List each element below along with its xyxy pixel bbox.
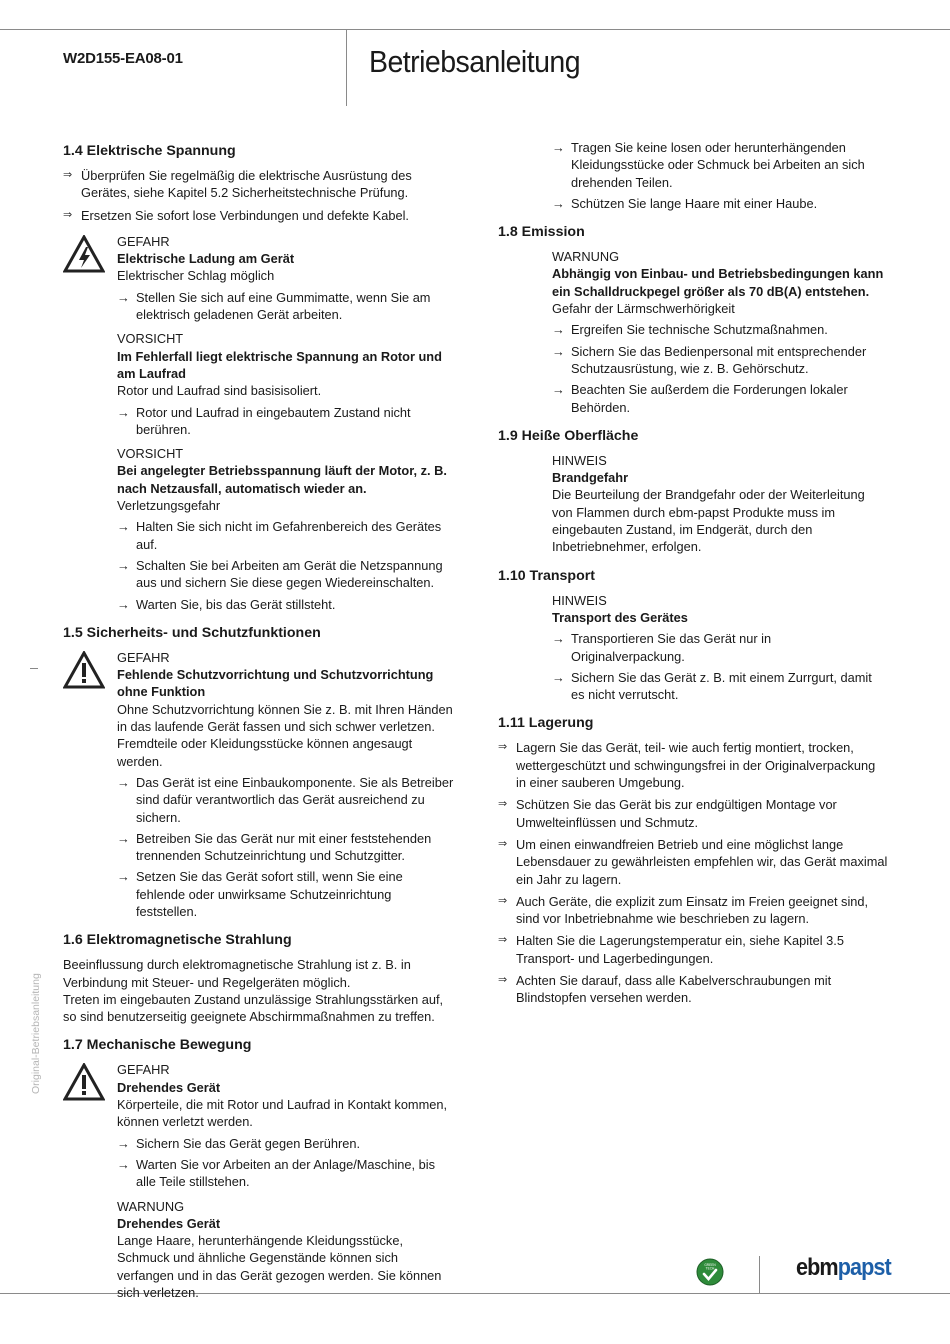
list-item: ⇒ Um einen einwandfreien Betrieb und eine möglichst lange Lebensdauer zu gewährleisten empfehlen wir, das Gerät maximal ein Jahr zu lagern. <box>498 836 888 888</box>
section-heading: 1.7 Mechanische Bewegung <box>63 1037 252 1054</box>
document-id: W2D155-EA08-01 <box>63 50 183 67</box>
notice-title: Im Fehlerfall liegt elektrische Spannung an Rotor und am Laufrad <box>117 348 442 381</box>
section-1-8 <box>498 222 888 416</box>
list-item: ⇒ Achten Sie darauf, dass alle Kabelverschraubungen mit Blindstopfen versehen werden. <box>498 972 888 1007</box>
safety-notice <box>498 592 888 704</box>
list-item: ⇒ Schützen Sie das Gerät bis zur endgültigen Montage vor Umwelteinflüssen und Schmutz. <box>498 796 888 831</box>
notice-type: VORSICHT <box>117 331 184 347</box>
notice-step: → Warten Sie, bis das Gerät stillsteht. <box>117 596 455 613</box>
notice-desc: Ohne Schutzvorrichtung können Sie z. B. mit Ihren Händen in das laufende Gerät fassen und sich schwer verletzen. Fremdteile oder Kleidungsstücke können angesaugt werden. <box>117 701 453 769</box>
continued-steps <box>498 139 888 212</box>
svg-text:TECH: TECH <box>705 1266 715 1271</box>
notice-title: Transport des Gerätes <box>552 609 688 625</box>
greentech-badge-icon <box>696 1258 724 1286</box>
warning-triangle-icon <box>63 651 105 689</box>
side-label: Original-Betriebsanleitung <box>30 973 42 1094</box>
safety-notice <box>63 330 455 438</box>
notice-step: → Warten Sie vor Arbeiten an der Anlage/Maschine, bis alle Teile stillstehen. <box>117 1156 455 1191</box>
notice-step: → Beachten Sie außerdem die Forderungen lokaler Behörden. <box>552 381 888 416</box>
notice-title: Bei angelegter Betriebsspannung läuft der Motor, z. B. nach Netzausfall, automatisch wieder an. <box>117 463 447 496</box>
notice-title: Elektrische Ladung am Gerät <box>117 251 295 267</box>
notice-step: → Sichern Sie das Bedienpersonal mit entsprechender Schutzausrüstung, wie z. B. Gehörschutz. <box>552 343 888 378</box>
notice-title: Drehendes Gerät <box>117 1215 221 1231</box>
notice-step: → Sichern Sie das Gerät z. B. mit einem Zurrgurt, damit es nicht verrutscht. <box>552 669 888 704</box>
safety-notice <box>63 1198 455 1302</box>
left-column <box>63 141 455 1311</box>
list-item: ⇒ Ersetzen Sie sofort lose Verbindungen und defekte Kabel. <box>63 207 455 224</box>
safety-notice <box>498 248 888 416</box>
paragraph: Beeinflussung durch elektromagnetische Strahlung ist z. B. in Verbindung mit Steuer- und Regelgeräten möglich. <box>63 957 411 990</box>
notice-type: HINWEIS <box>552 592 607 608</box>
notice-step: → Setzen Sie das Gerät sofort still, wenn Sie eine fehlende oder unwirksame Schutzeinrichtung feststellen. <box>117 868 455 920</box>
section-1-4 <box>63 141 455 613</box>
notice-step: → Halten Sie sich nicht im Gefahrenbereich des Gerätes auf. <box>117 518 455 553</box>
section-heading: 1.6 Elektromagnetische Strahlung <box>63 932 292 949</box>
notice-step: → Transportieren Sie das Gerät nur in Originalverpackung. <box>552 630 888 665</box>
notice-title: Abhängig von Einbau- und Betriebsbedingungen kann ein Schalldruckpegel größer als 70 dB(A) entstehen. <box>552 266 884 299</box>
brand-logo-part1: ebm <box>796 1254 838 1281</box>
notice-step: → Betreiben Sie das Gerät nur mit einer feststehenden trennenden Schutzeinrichtung und Schutzgitter. <box>117 830 455 865</box>
section-1-10 <box>498 566 888 704</box>
header-divider <box>346 29 347 106</box>
section-1-9 <box>498 426 888 556</box>
notice-step: → Schützen Sie lange Haare mit einer Haube. <box>552 195 888 212</box>
safety-notice <box>63 233 455 323</box>
list-item: ⇒ Überprüfen Sie regelmäßig die elektrische Ausrüstung des Gerätes, siehe Kapitel 5.2 Sicherheitstechnische Prüfung. <box>63 167 455 202</box>
notice-desc: Die Beurteilung der Brandgefahr oder der Weiterleitung von Flammen durch ebm-papst Produkte muss im eingebauten Zustand, im Endgerät, durch den Inbetriebnehmer, erfolgen. <box>552 487 865 555</box>
notice-step: → Schalten Sie bei Arbeiten am Gerät die Netzspannung aus und sichern Sie diese gegen Wiedereinschalten. <box>117 557 455 592</box>
brand-logo <box>796 1254 891 1282</box>
page-title: Betriebsanleitung <box>369 44 581 79</box>
notice-type: HINWEIS <box>552 452 607 468</box>
svg-text:GREEN: GREEN <box>704 1263 716 1267</box>
top-rule <box>0 29 950 30</box>
notice-type: GEFAHR <box>117 1062 170 1078</box>
footer-divider <box>759 1256 760 1293</box>
section-heading: 1.5 Sicherheits- und Schutzfunktionen <box>63 624 321 641</box>
section-heading: 1.9 Heiße Oberfläche <box>498 427 639 444</box>
section-heading: 1.8 Emission <box>498 224 585 241</box>
section-1-11 <box>498 713 888 1006</box>
brand-logo-part2: papst <box>837 1254 891 1281</box>
notice-type: GEFAHR <box>117 649 170 665</box>
notice-step: → Ergreifen Sie technische Schutzmaßnahmen. <box>552 321 888 338</box>
warning-triangle-icon <box>63 1063 105 1101</box>
notice-step: → Stellen Sie sich auf eine Gummimatte, wenn Sie am elektrisch geladenen Gerät arbeiten. <box>117 289 455 324</box>
section-heading: 1.11 Lagerung <box>498 715 594 732</box>
notice-desc: Gefahr der Lärmschwerhörigkeit <box>552 301 735 317</box>
notice-desc: Lange Haare, herunterhängende Kleidungsstücke, Schmuck und ähnliche Gegenstände können sich verfangen und in das Gerät gezogen werden. Sie können sich verletzen. <box>117 1233 442 1301</box>
notice-title: Drehendes Gerät <box>117 1079 221 1095</box>
notice-desc: Elektrischer Schlag möglich <box>117 268 275 284</box>
list-item: ⇒ Halten Sie die Lagerungstemperatur ein, siehe Kapitel 3.5 Transport- und Lagerbedingungen. <box>498 932 888 967</box>
notice-step: → Das Gerät ist eine Einbaukomponente. Sie als Betreiber sind dafür verantwortlich das Gerät ausreichend zu sichern. <box>117 774 455 826</box>
section-1-6 <box>63 930 455 1025</box>
notice-desc: Rotor und Laufrad sind basisisoliert. <box>117 383 322 399</box>
safety-notice <box>63 1061 455 1190</box>
notice-step: → Tragen Sie keine losen oder herunterhängenden Kleidungsstücke oder Schmuck bei Arbeiten an sich drehenden Teilen. <box>552 139 888 191</box>
notice-type: WARNUNG <box>552 249 620 265</box>
list-item: ⇒ Lagern Sie das Gerät, teil- wie auch fertig montiert, trocken, wettergeschützt und schwingungsfrei in der Originalverpackung in einer sauberen Umgebung. <box>498 739 888 791</box>
notice-desc: Verletzungsgefahr <box>117 498 221 514</box>
fold-mark <box>30 668 38 669</box>
section-heading: 1.10 Transport <box>498 567 595 584</box>
notice-type: VORSICHT <box>117 446 184 462</box>
notice-step: → Rotor und Laufrad in eingebautem Zustand nicht berühren. <box>117 404 455 439</box>
safety-notice <box>498 452 888 556</box>
right-column <box>498 141 888 1017</box>
notice-type: WARNUNG <box>117 1198 185 1214</box>
safety-notice <box>63 445 455 613</box>
section-heading: 1.4 Elektrische Spannung <box>63 143 236 159</box>
paragraph: Treten im eingebauten Zustand unzulässige Strahlungsstärken auf, so sind benutzerseitig geeignete Abschirmmaßnahmen zu treffen. <box>63 991 444 1025</box>
notice-desc: Körperteile, die mit Rotor und Laufrad in Kontakt kommen, können verletzt werden. <box>117 1097 448 1130</box>
section-1-5 <box>63 623 455 920</box>
notice-title: Brandgefahr <box>552 470 629 486</box>
section-1-7 <box>63 1035 455 1301</box>
electric-hazard-triangle-icon <box>63 235 105 273</box>
list-item: ⇒ Auch Geräte, die explizit zum Einsatz im Freien geeignet sind, sind vor Inbetriebnahme wie beschrieben zu lagern. <box>498 893 888 928</box>
safety-notice <box>63 649 455 920</box>
notice-type: GEFAHR <box>117 233 170 249</box>
notice-title: Fehlende Schutzvorrichtung und Schutzvorrichtung ohne Funktion <box>117 667 434 700</box>
notice-step: → Sichern Sie das Gerät gegen Berühren. <box>117 1135 455 1152</box>
